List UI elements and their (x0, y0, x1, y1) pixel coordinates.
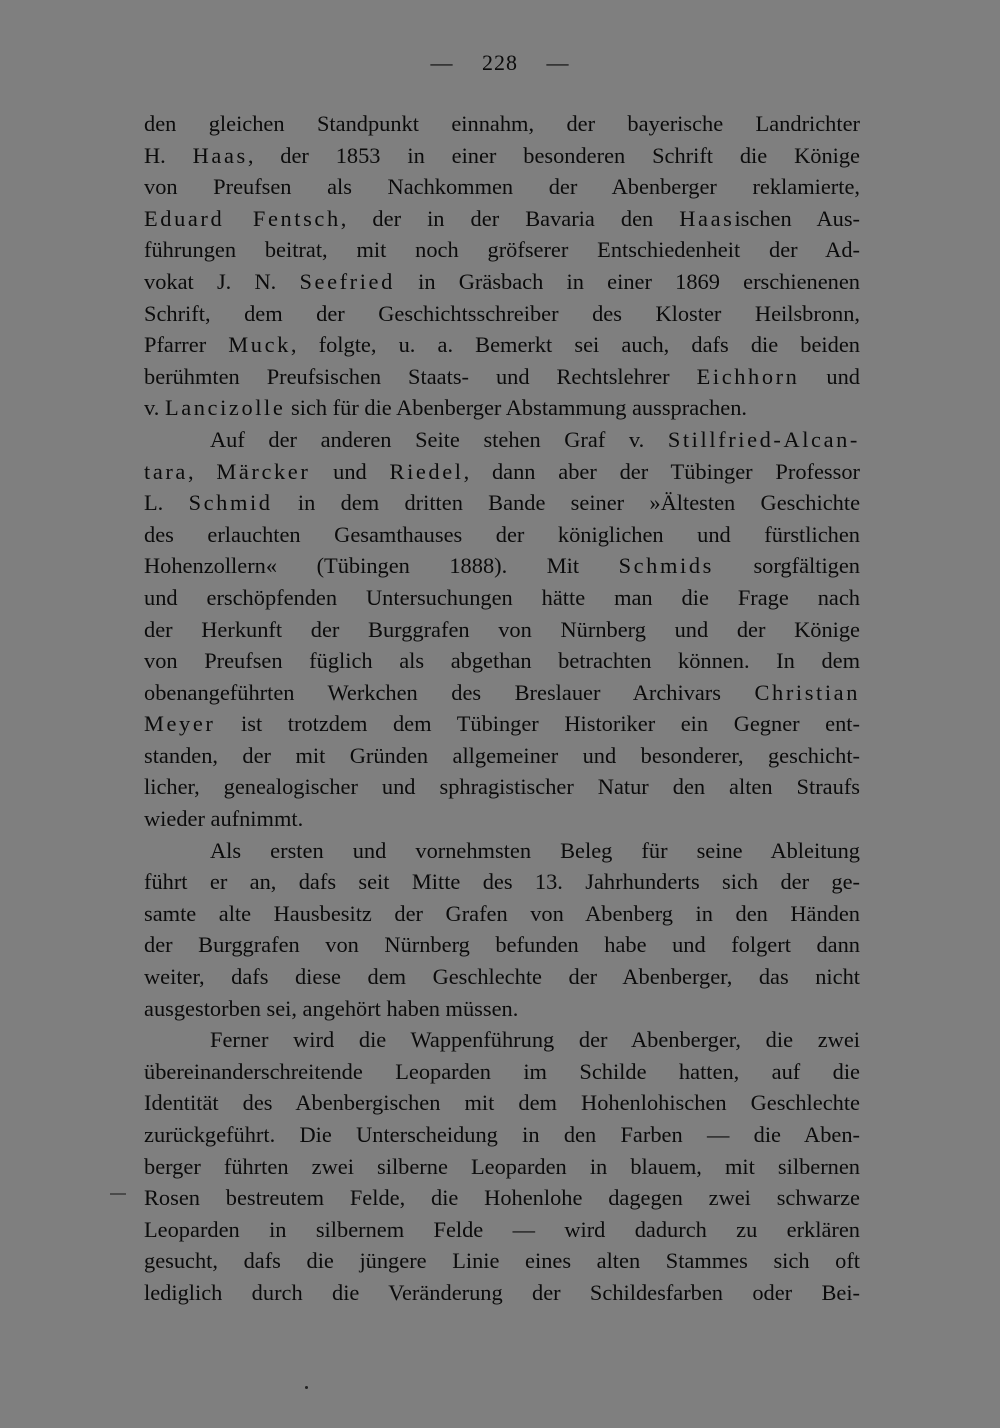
text-run: führt er an, dafs seit Mitte des 13. Jahrhunderts sich der ge- (144, 869, 860, 895)
text-run: sich für die Abenberger Abstammung aussprachen. (285, 395, 748, 421)
text-line (144, 392, 860, 424)
text-run: , dann aber der Tübinger Professor (463, 458, 860, 484)
text-line (144, 898, 860, 930)
header-dash-left: — (430, 50, 454, 75)
text-run: , der in der Bavaria den (340, 205, 680, 231)
text-run: Rosen bestreutem Felde, die Hohenlohe dagegen zwei schwarze (144, 1185, 860, 1211)
text-run: wieder aufnimmt. (144, 806, 304, 832)
spaced-name: Christian (754, 679, 860, 705)
text-line (144, 835, 860, 867)
text-line (144, 961, 860, 993)
text-line (144, 677, 860, 709)
text-line (144, 708, 860, 740)
spaced-name: Seefried (299, 268, 395, 294)
paragraph (144, 108, 860, 424)
header-dash-right: — (546, 50, 570, 75)
text-line (144, 487, 860, 519)
spaced-name: Eduard Fentsch (144, 205, 341, 231)
text-line (144, 1056, 860, 1088)
ink-dot (305, 1386, 308, 1389)
text-line (144, 203, 860, 235)
text-run: weiter, dafs diese dem Geschlechte der Abenberger, das nicht (144, 964, 860, 990)
text-run: zurückgeführt. Die Unterscheidung in den Farben — die Aben- (144, 1122, 860, 1147)
text-run: Pfarrer (144, 332, 229, 358)
text-run: licher, genealogischer und sphragistischer Natur den alten Straufs (144, 774, 860, 800)
text-line (144, 771, 860, 803)
text-line (144, 645, 860, 677)
text-line (144, 108, 860, 140)
text-run: sorgfältigen (713, 553, 860, 579)
text-run: Hohenzollern« (Tübingen 1888). Mit (144, 553, 619, 579)
paragraph (144, 424, 860, 835)
text-line (144, 519, 860, 551)
text-run: standen, der mit Gründen allgemeiner und besonderer, geschicht- (144, 742, 860, 768)
text-line (144, 298, 860, 330)
text-run: Als ersten und vornehmsten Beleg für seine Ableitung (210, 837, 860, 863)
text-line (144, 171, 860, 203)
text-line (144, 929, 860, 961)
text-run: Identität des Abenbergischen mit dem Hohenlohischen Geschlechte (144, 1090, 860, 1116)
text-run: H. (144, 142, 193, 168)
text-run: der Herkunft der Burggrafen von Nürnberg und der Könige (144, 616, 860, 642)
text-run: von Preufsen als Nachkommen der Abenberger reklamierte, (144, 174, 860, 200)
text-line (144, 803, 860, 835)
spaced-name: Schmid (188, 490, 273, 516)
text-run: in dem dritten Bande seiner »Ältesten Geschichte (272, 490, 861, 516)
text-line (144, 1245, 860, 1277)
paragraph (144, 835, 860, 1025)
text-run: führungen beitrat, mit noch gröfserer Entschiedenheit der Ad- (144, 237, 860, 263)
text-run: lediglich durch die Veränderung der Schildesfarben oder Bei- (144, 1279, 860, 1305)
text-line (144, 1277, 860, 1309)
text-run: Ferner wird die Wappenführung der Abenberger, die zwei (210, 1027, 860, 1053)
text-run: ischen Aus- (734, 205, 860, 231)
text-line (144, 993, 860, 1025)
text-line (144, 740, 860, 772)
page-number: 228 (482, 50, 518, 75)
spaced-name: Meyer (144, 711, 216, 737)
text-line (144, 1182, 860, 1214)
text-run: , folgte, u. a. Bemerkt sei auch, dafs die beiden (290, 332, 860, 358)
text-run: , der 1853 in einer besonderen Schrift die Könige (247, 142, 860, 168)
spaced-name: Riedel (389, 458, 464, 484)
text-line (144, 1214, 860, 1246)
text-line (144, 1087, 860, 1119)
text-run: übereinanderschreitende Leoparden im Schilde hatten, auf die (144, 1058, 860, 1084)
text-run: berühmten Preufsischen Staats- und Rechtslehrer (144, 363, 697, 389)
spaced-name: Schmids (618, 553, 714, 579)
text-line (144, 614, 860, 646)
text-run: Schrift, dem der Geschichtsschreiber des Kloster Heilsbronn, (144, 300, 860, 326)
text-run: berger führten zwei silberne Leoparden in blauem, mit silbernen (144, 1153, 860, 1179)
text-run: vokat J. N. (144, 268, 300, 294)
spaced-name: Märcker (216, 458, 311, 484)
text-line (144, 361, 860, 393)
text-line (144, 550, 860, 582)
text-line (144, 140, 860, 172)
text-run: ist trotzdem dem Tübinger Historiker ein Gegner ent- (215, 711, 860, 737)
text-line (144, 329, 860, 361)
text-run: von Preufsen füglich als abgethan betrachten können. In dem (144, 648, 860, 674)
page-header (0, 50, 1000, 76)
text-line (144, 424, 860, 456)
spaced-name: tara (144, 458, 188, 484)
text-line (144, 866, 860, 898)
text-run: samte alte Hausbesitz der Grafen von Abenberg in den Händen (144, 900, 860, 926)
text-run: Auf der anderen Seite stehen Graf v. (210, 426, 668, 452)
spaced-name: Eichhorn (696, 363, 800, 389)
text-line (144, 1151, 860, 1183)
text-run: und (310, 458, 390, 484)
text-line (144, 234, 860, 266)
spaced-name: Lancizolle (164, 395, 286, 421)
text-run: den gleichen Standpunkt einnahm, der bayerische Landrichter (144, 111, 860, 136)
spaced-name: Haas (679, 205, 735, 231)
text-run: des erlauchten Gesamthauses der königlichen und fürstlichen (144, 521, 860, 547)
text-run: Leoparden in silbernem Felde — wird dadurch zu erklären (144, 1216, 860, 1242)
spaced-name: Stillfried-Alcan- (667, 426, 860, 452)
text-run: der Burggrafen von Nürnberg befunden habe und folgert dann (144, 932, 860, 958)
text-run: L. (144, 490, 189, 516)
paragraph (144, 1024, 860, 1308)
text-line (144, 266, 860, 298)
text-run: obenangeführten Werkchen des Breslauer Archivars (144, 679, 755, 705)
spaced-name: Haas (192, 142, 248, 168)
text-line (144, 456, 860, 488)
text-line (144, 1024, 860, 1056)
text-run: und (799, 363, 861, 389)
text-run: v. (144, 395, 165, 421)
text-run: ausgestorben sei, angehört haben müssen. (144, 995, 519, 1021)
text-run: in Gräsbach in einer 1869 erschienenen (394, 268, 861, 294)
text-run: gesucht, dafs die jüngere Linie eines alten Stammes sich oft (144, 1248, 860, 1274)
text-run: , (187, 458, 217, 484)
text-line (144, 582, 860, 614)
body-text (144, 108, 860, 1309)
text-run: und erschöpfenden Untersuchungen hätte man die Frage nach (144, 584, 860, 610)
margin-mark (110, 1193, 126, 1195)
spaced-name: Muck (228, 332, 291, 358)
text-line (144, 1119, 860, 1151)
